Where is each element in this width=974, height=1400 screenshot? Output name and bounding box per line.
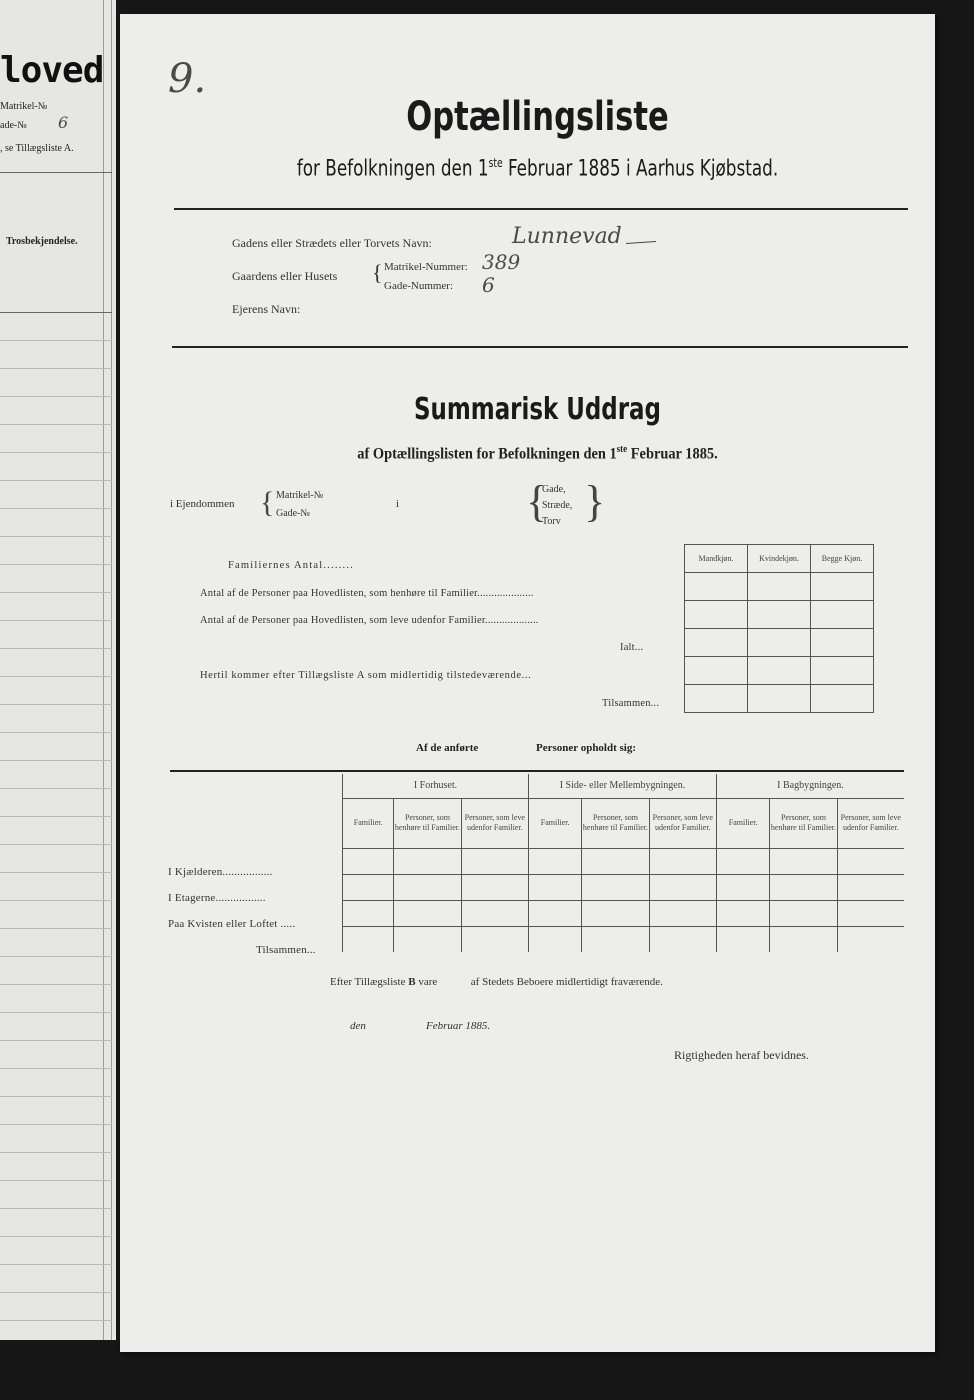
gade-number-label: Gade-Nummer: bbox=[384, 280, 454, 292]
counts-row-tillaeg-a: Hertil kommer efter Tillægsliste A som midlertidig tilstedeværende... bbox=[200, 670, 532, 681]
tillaeg-b-mid: vare bbox=[418, 976, 438, 988]
cell[interactable] bbox=[748, 685, 811, 713]
property-options-brace-right: } bbox=[584, 477, 606, 526]
subcol-familier: Familier. bbox=[716, 798, 769, 848]
owner-name-label: Ejerens Navn: bbox=[232, 302, 301, 316]
summary-title: Summarisk Uddrag bbox=[414, 392, 661, 427]
matrikel-number-value: 389 bbox=[482, 250, 521, 274]
property-gade-label: Gade-№ bbox=[276, 508, 310, 519]
cell[interactable] bbox=[811, 685, 874, 713]
group-bagbygningen: I Bagbygningen. bbox=[716, 774, 904, 798]
subtitle-superscript: ste bbox=[488, 156, 503, 170]
cell[interactable] bbox=[685, 601, 748, 629]
cell[interactable] bbox=[748, 629, 811, 657]
counts-row-udenfor: Antal af de Personer paa Hovedlisten, som leve udenfor Familier................... bbox=[200, 615, 539, 626]
cell[interactable] bbox=[811, 573, 874, 601]
counts-row-familier-antal: Familiernes Antal........ bbox=[228, 560, 354, 571]
location-table bbox=[342, 774, 904, 952]
date-month: Februar 1885. bbox=[426, 1020, 491, 1032]
location-heading-a: Af de anførte bbox=[416, 742, 479, 754]
gade-number-value: 6 bbox=[482, 273, 495, 297]
subcol-henhore: Personer, som henhøre til Familier. bbox=[394, 798, 461, 848]
property-label: i Ejendommen bbox=[170, 498, 235, 510]
counts-table bbox=[684, 544, 874, 713]
property-matrikel-label: Matrikel-№ bbox=[276, 490, 324, 501]
cell[interactable] bbox=[685, 629, 748, 657]
group-sidebygning: I Side- eller Mellembygningen. bbox=[528, 774, 716, 798]
left-column-label: Trosbekjendelse. bbox=[6, 236, 78, 247]
tillaeg-b-post: af Stedets Beboere midlertidigt fraværende. bbox=[470, 976, 663, 988]
form-page bbox=[120, 14, 935, 1352]
property-option-straede: Stræde, bbox=[542, 500, 573, 511]
subcol-familier: Familier. bbox=[528, 798, 581, 848]
cell[interactable] bbox=[748, 573, 811, 601]
subcol-henhore: Personer, som henhøre til Familier. bbox=[582, 798, 649, 848]
matrikel-number-label: Matrikel-Nummer: bbox=[384, 261, 468, 273]
tillaeg-b-pre: Efter Tillægsliste bbox=[330, 976, 406, 988]
page-subtitle bbox=[183, 156, 893, 181]
subcol-udenfor: Personer, som leve udenfor Familier. bbox=[837, 798, 904, 848]
street-name-label: Gadens eller Strædets eller Torvets Navn: bbox=[232, 236, 432, 250]
attestation-text: Rigtigheden heraf bevidnes. bbox=[674, 1048, 809, 1062]
cell[interactable] bbox=[685, 685, 748, 713]
location-row-kjaelderen: I Kjælderen................. bbox=[168, 866, 273, 878]
cell[interactable] bbox=[811, 601, 874, 629]
counts-row-henhore: Antal af de Personer paa Hovedlisten, som henhøre til Familier.................... bbox=[200, 588, 534, 599]
summary-subtitle-text-end: Februar 1885. bbox=[627, 445, 718, 463]
left-matrikel-label: Matrikel-№ bbox=[0, 101, 48, 112]
property-option-torv: Torv bbox=[542, 516, 561, 527]
subcol-henhore: Personer, som henhøre til Familier. bbox=[770, 798, 837, 848]
page-mark-handwritten: 9. bbox=[168, 56, 207, 102]
left-page bbox=[0, 0, 116, 1340]
cell[interactable] bbox=[748, 657, 811, 685]
property-option-gade: Gade, bbox=[542, 484, 566, 495]
left-page-header: loved bbox=[0, 50, 104, 91]
counts-row-tilsammen: Tilsammen... bbox=[602, 698, 660, 709]
left-gade-handwritten: 6 bbox=[58, 113, 69, 132]
subcol-udenfor: Personer, som leve udenfor Familier. bbox=[461, 798, 528, 848]
page-title: Optællingsliste bbox=[406, 94, 669, 140]
location-row-kvisten: Paa Kvisten eller Loftet ..... bbox=[168, 918, 296, 930]
left-tillaeg-text: , se Tillægsliste A. bbox=[0, 143, 74, 154]
cell[interactable] bbox=[811, 629, 874, 657]
property-brace: { bbox=[260, 486, 275, 519]
tillaeg-b-letter: B bbox=[408, 976, 416, 988]
counts-row-ialt: Ialt... bbox=[620, 642, 644, 653]
summary-subtitle bbox=[162, 444, 914, 463]
col-begge-kjon: Begge Kjøn. bbox=[811, 545, 874, 573]
cell[interactable] bbox=[811, 657, 874, 685]
date-den: den bbox=[350, 1020, 366, 1032]
property-options-brace-left: { bbox=[526, 477, 548, 526]
tillaeg-b-line bbox=[330, 976, 663, 988]
location-heading-b: Personer opholdt sig: bbox=[536, 742, 637, 754]
cell[interactable] bbox=[685, 657, 748, 685]
summary-subtitle-text: af Optællingslisten for Befolkningen den 1 bbox=[357, 445, 617, 463]
subtitle-text-end: Februar 1885 i Aarhus Kjøbstad. bbox=[502, 156, 779, 182]
col-kvindekjon: Kvindekjøn. bbox=[748, 545, 811, 573]
property-options bbox=[542, 482, 572, 530]
subcol-familier: Familier. bbox=[343, 798, 394, 848]
house-brace: { bbox=[372, 260, 383, 285]
group-forhuset: I Forhuset. bbox=[343, 774, 529, 798]
cell[interactable] bbox=[685, 573, 748, 601]
left-gade-label: ade-№ bbox=[0, 120, 27, 131]
summary-subtitle-superscript: ste bbox=[616, 444, 628, 455]
subcol-udenfor: Personer, som leve udenfor Familier. bbox=[649, 798, 716, 848]
street-name-value: Lunnevad bbox=[512, 224, 622, 249]
location-row-etagerne: I Etagerne................. bbox=[168, 892, 266, 904]
cell[interactable] bbox=[748, 601, 811, 629]
property-i-label: i bbox=[396, 498, 400, 510]
street-name-flourish bbox=[626, 241, 656, 244]
house-label: Gaardens eller Husets bbox=[232, 269, 338, 283]
col-mandkjon: Mandkjøn. bbox=[685, 545, 748, 573]
location-row-tilsammen: Tilsammen... bbox=[256, 944, 316, 956]
subtitle-text: for Befolkningen den 1 bbox=[296, 156, 489, 182]
